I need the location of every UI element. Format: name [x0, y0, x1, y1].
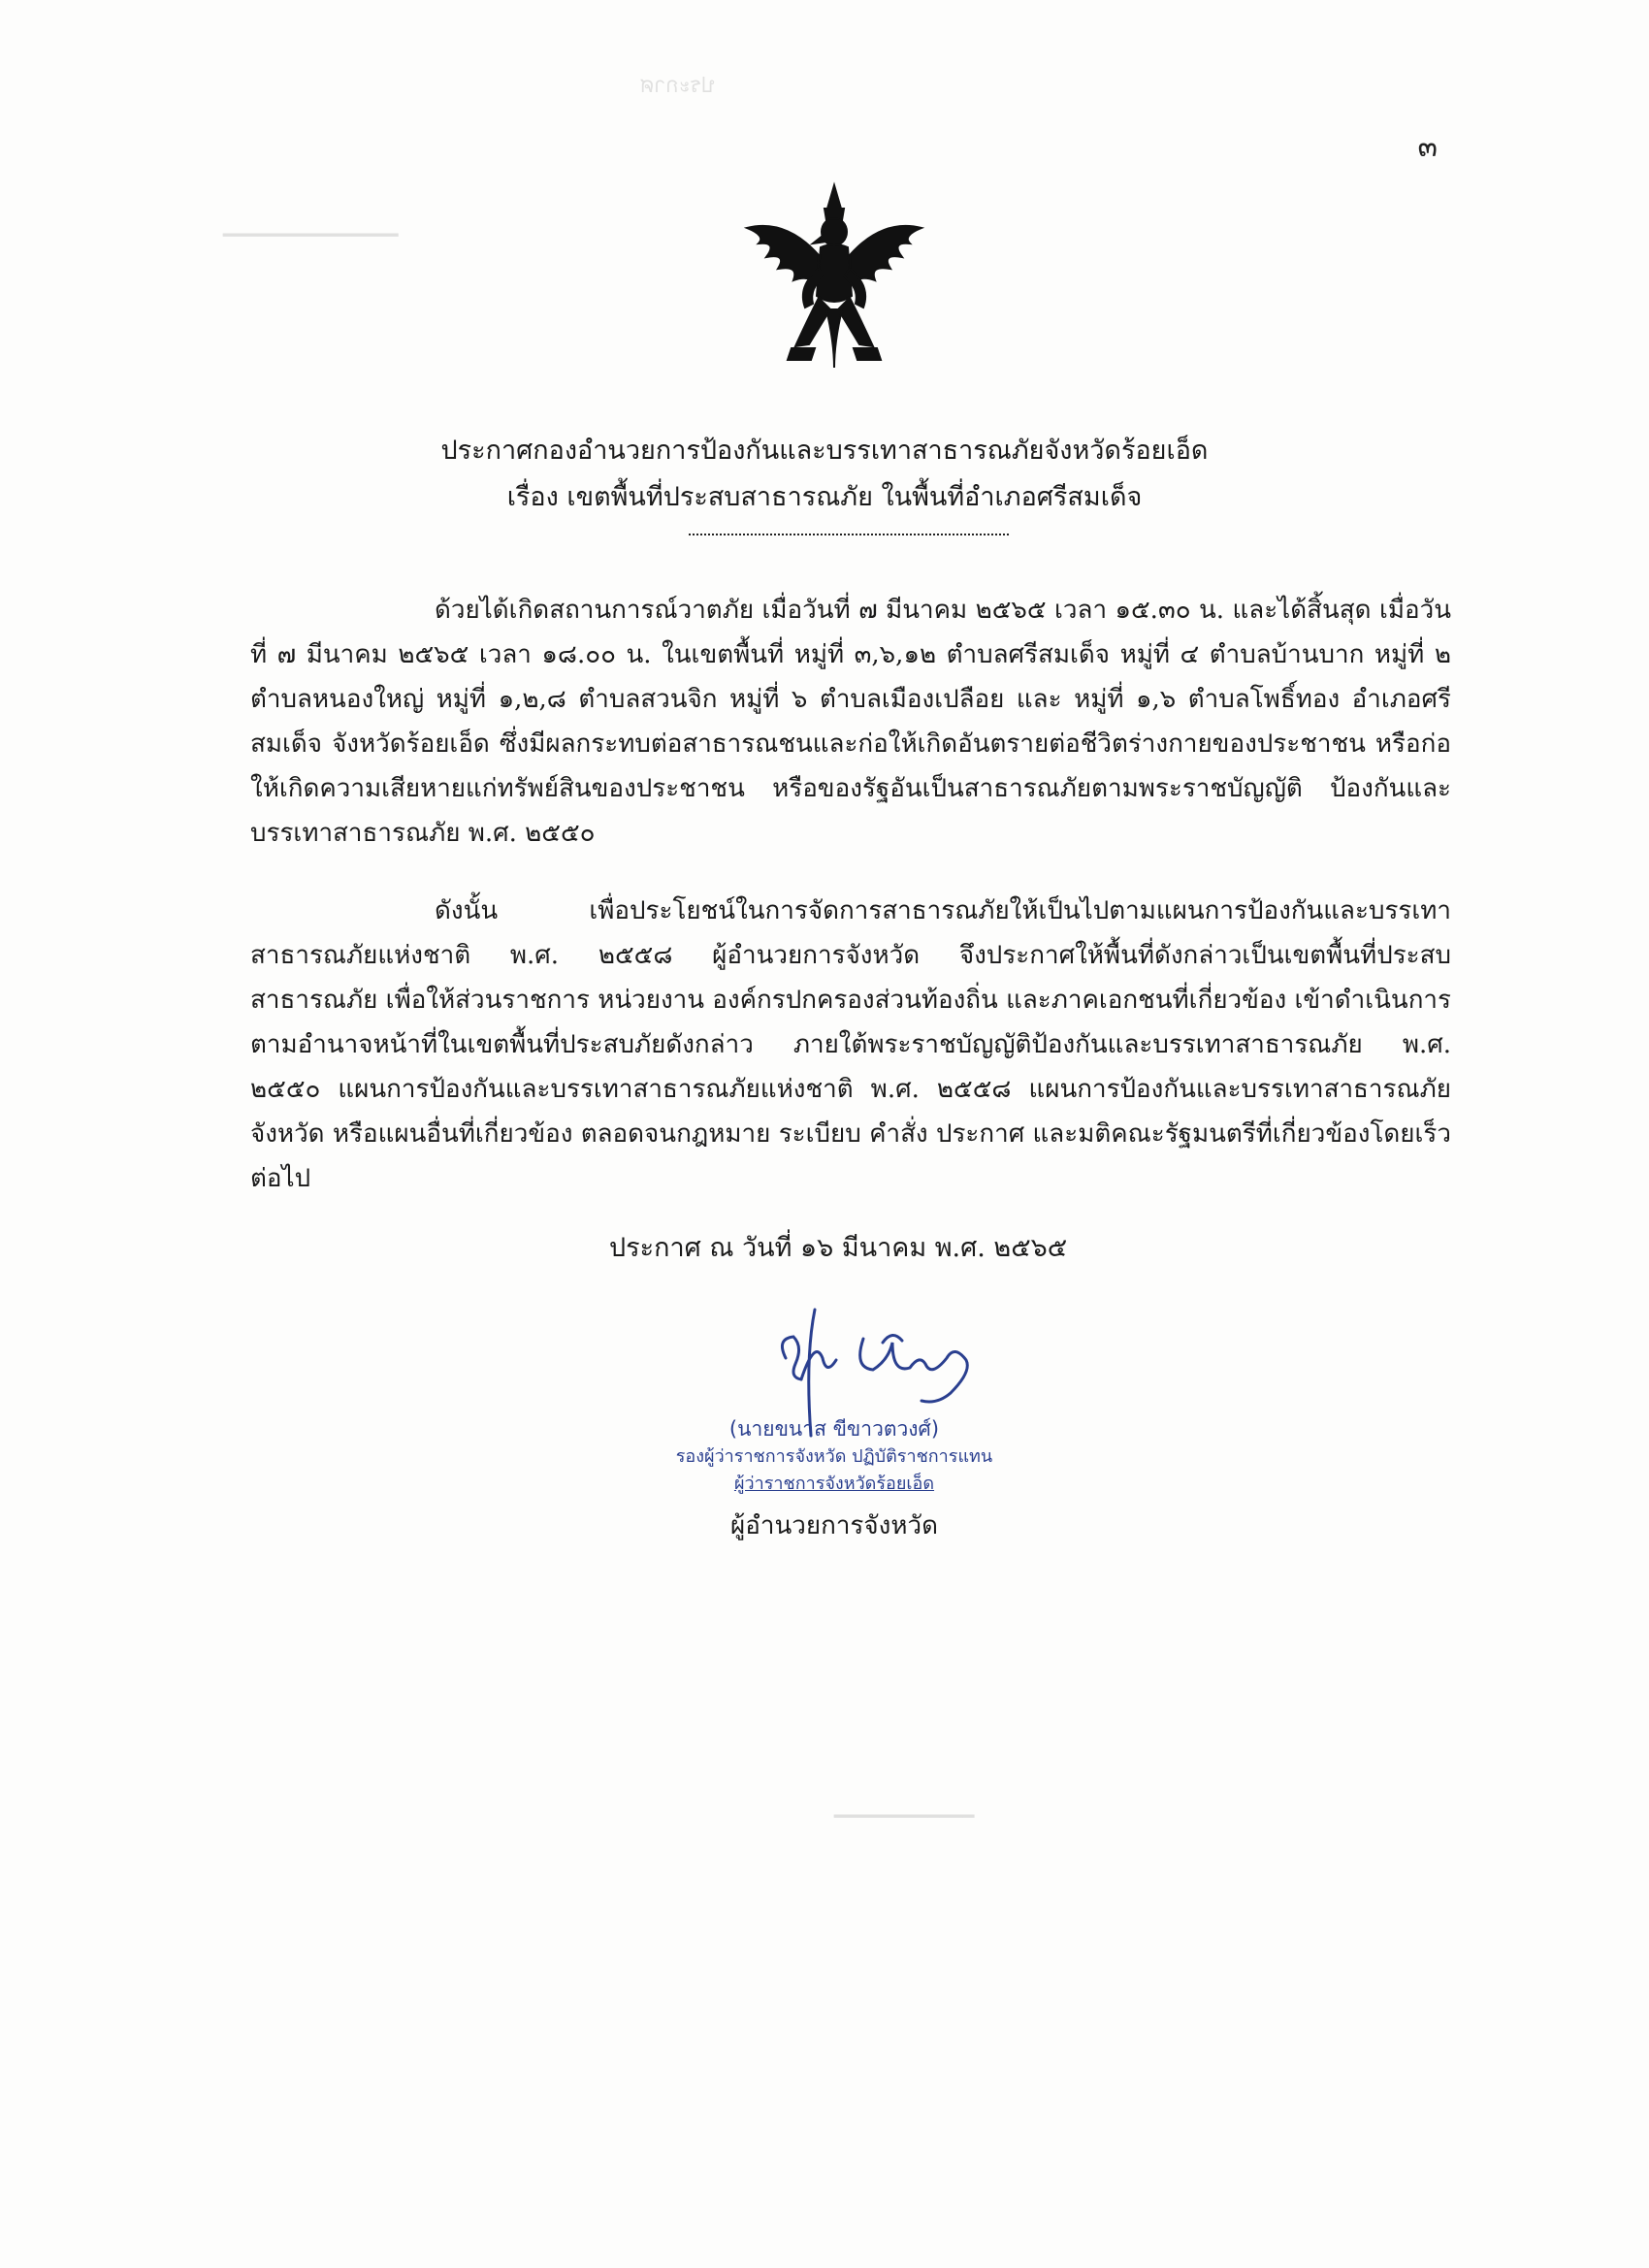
signer-role-line-2: ผู้ว่าราชการจังหวัดร้อยเอ็ด [733, 1474, 935, 1494]
bleed-through-mark: ━━━━━━━━━━━━ [834, 1804, 975, 1828]
body-paragraph-2: ดังนั้น เพื่อประโยชน์ในการจัดการสาธารณภัยให้เป็นไปตามแผนการป้องกันและบรรเทา สาธารณภัยแห่งชาติ พ.ศ. ๒๕๕๘ ผู้อำนวยการจังหวัด จึงประกาศให้พื้นที่ดังกล่าวเป็นเขตพื้นที่ประสบสาธารณภัย เพื่อให้ส่วนราชการ หน่วยงาน องค์กรปกครองส่วนท้องถิ่น และภาคเอกชนที่เกี่ยวข้อง เข้าดำเนินการ ตามอำนาจหน้าที่ในเขตพื้นที่ประสบภัยดังกล่าว ภายใต้พระราชบัญญัติป้องกันและบรรเทาสาธารณภัย พ.ศ. ๒๕๕๐ แผนการป้องกันและบรรเทาสาธารณภัยแห่งชาติ พ.ศ. ๒๕๕๘ แผนการป้องกันและบรรเทาสาธารณภัยจังหวัด หรือแผนอื่นที่เกี่ยวข้อง ตลอดจนกฎหมาย ระเบียบ คำสั่ง ประกาศ และมติคณะรัฐมนตรีที่เกี่ยวข้องโดยเร็วต่อไป [250, 896, 1451, 1193]
announcement-date: ประกาศ ณ วันที่ ๑๖ มีนาคม พ.ศ. ๒๕๖๕ [609, 1233, 1068, 1263]
announcement-title: ประกาศกองอำนวยการป้องกันและบรรเทาสาธารณภัยจังหวัดร้อยเอ็ด [440, 436, 1209, 466]
page-number: ๓ [1417, 130, 1438, 164]
announcement-subject: เรื่อง เขตพื้นที่ประสบสาธารณภัย ในพื้นที่อำเภอศรีสมเด็จ [506, 482, 1143, 512]
bleed-through-mark: ━━━━━━━━━━━━━━━ [223, 223, 399, 246]
body-paragraph-1: ด้วยได้เกิดสถานการณ์วาตภัย เมื่อวันที่ ๗ มีนาคม ๒๕๖๕ เวลา ๑๕.๓๐ น. และได้สิ้นสุด เมื่อวันที่ ๗ มีนาคม ๒๕๖๕ เวลา ๑๘.๐๐ น. ในเขตพื้นที่ หมู่ที่ ๓,๖,๑๒ ตำบลศรีสมเด็จ หมู่ที่ ๔ ตำบลบ้านบาก หมู่ที่ ๒ ตำบลหนองใหญ่ หมู่ที่ ๑,๒,๘ ตำบลสวนจิก หมู่ที่ ๖ ตำบลเมืองเปลือย และ หมู่ที่ ๑,๖ ตำบลโพธิ์ทอง อำเภอศรีสมเด็จ จังหวัดร้อยเอ็ด ซึ่งมีผลกระทบต่อสาธารณชนและก่อให้เกิดอันตรายต่อชีวิตร่างกายของประชาชน หรือก่อให้เกิดความเสียหายแก่ทรัพย์สินของประชาชน หรือของรัฐอันเป็นสาธารณภัยตามพระราชบัญญัติ ป้องกันและบรรเทาสาธารณภัย พ.ศ. ๒๕๕๐ [250, 596, 1451, 848]
signer-role-line-1: รองผู้ว่าราชการจังหวัด ปฏิบัติราชการแทน [675, 1446, 993, 1467]
signer-name: (นายขนาส ขีขาวตวงศ์) [728, 1417, 940, 1441]
signature-block [621, 1414, 1048, 1498]
bleed-through-mark: ประกาศ [640, 74, 716, 98]
dotted-divider [689, 534, 1009, 535]
garuda-emblem-icon [737, 179, 931, 373]
signer-position: ผู้อำนวยการจังหวัด [730, 1511, 938, 1540]
